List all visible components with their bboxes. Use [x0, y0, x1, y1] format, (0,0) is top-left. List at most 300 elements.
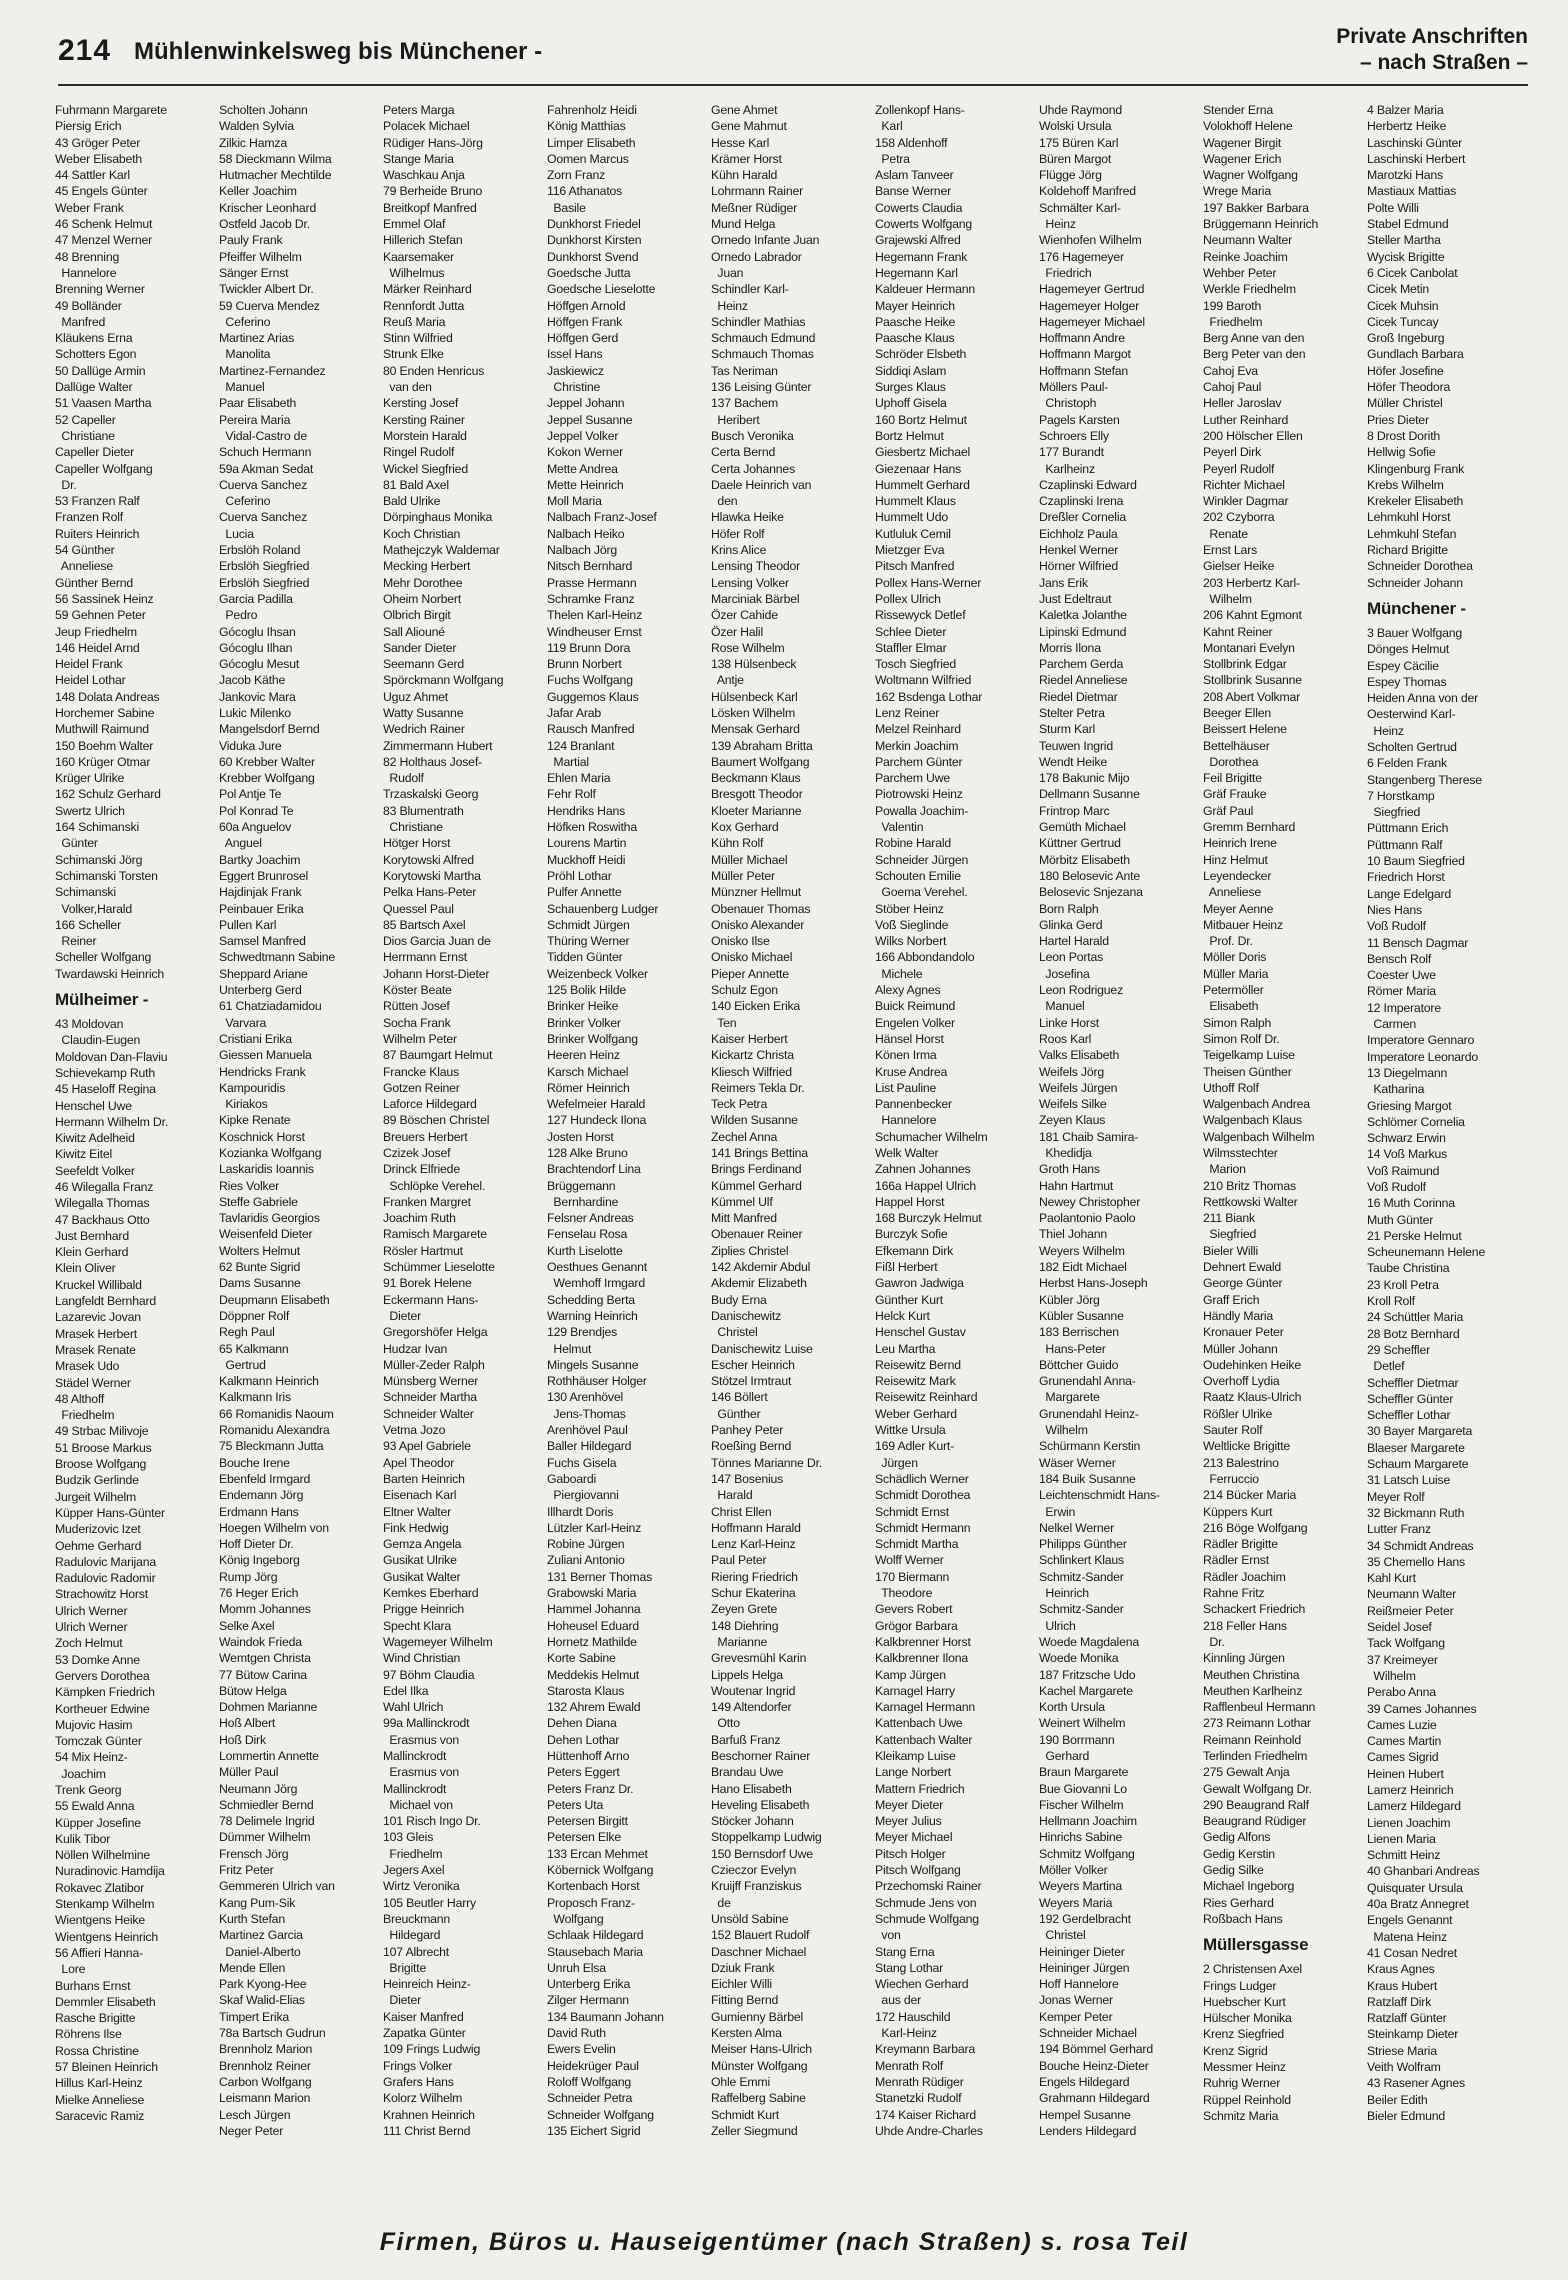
resident-entry: Baumert Wolfgang [711, 754, 810, 769]
resident-entry: Stanetzki Rudolf [875, 2091, 962, 2106]
resident-entry: Karl-Heinz [875, 2026, 937, 2041]
resident-entry: Krenz Siegfried [1203, 2027, 1285, 2042]
resident-entry: Ruhrig Werner [1203, 2076, 1281, 2091]
resident-entry: Wahl Ulrich [383, 1700, 444, 1715]
resident-entry: 53 Franzen Ralf [55, 494, 140, 509]
resident-entry: Stötzel Irmtraut [711, 1374, 792, 1389]
resident-entry: Lenders Hildegard [1039, 2123, 1137, 2138]
resident-entry: Pfeiffer Wilhelm [219, 249, 302, 264]
resident-entry: Münster Wolfgang [711, 2058, 808, 2073]
resident-entry: Kang Pum-Sik [219, 1895, 296, 1910]
resident-entry: Schmidt Jürgen [547, 917, 630, 932]
resident-entry: Peters Marga [383, 103, 455, 117]
resident-entry: Weisenfeld Dieter [219, 1227, 313, 1242]
resident-entry: Roloff Wolfgang [547, 2074, 632, 2089]
resident-entry: Pröhl Lothar [547, 868, 612, 883]
resident-entry: Olbrich Birgit [383, 608, 451, 623]
resident-entry: Schädlich Werner [875, 1471, 969, 1486]
resident-entry: Schuch Hermann [219, 445, 312, 460]
resident-entry: Scheunemann Helene [1367, 1245, 1486, 1260]
resident-entry: Johann Horst-Dieter [383, 966, 490, 981]
resident-entry: 28 Botz Bernhard [1367, 1326, 1460, 1341]
resident-entry: Hoffmann Harald [711, 1520, 801, 1535]
resident-entry: Lenz Reiner [875, 705, 940, 720]
resident-entry: Lipinski Edmund [1039, 624, 1127, 639]
resident-entry: Lensing Volker [711, 575, 789, 590]
resident-entry: Lommertin Annette [219, 1748, 319, 1763]
resident-entry: Kattenbach Walter [875, 1732, 973, 1747]
resident-entry: Hülsenbeck Karl [711, 689, 798, 704]
resident-entry: Pol Antje Te [219, 787, 282, 802]
resident-entry: Dreßler Cornelia [1039, 510, 1127, 525]
resident-entry: Limper Elisabeth [547, 135, 636, 150]
resident-entry: Muthwill Raimund [55, 722, 149, 737]
resident-entry: Juan [711, 265, 744, 280]
resident-entry: Capeller Dieter [55, 445, 135, 460]
resident-entry: Hillerich Stefan [383, 233, 463, 248]
resident-entry: Czieczor Evelyn [711, 1863, 797, 1878]
resident-entry: Hudzar Ivan [383, 1341, 448, 1356]
resident-entry: Petermöller [1203, 983, 1264, 998]
resident-entry: Nalbach Heiko [547, 526, 625, 541]
resident-entry: Mallinckrodt [383, 1748, 447, 1763]
resident-entry: Hesse Karl [711, 135, 770, 150]
resident-entry: Mrasek Herbert [55, 1326, 137, 1341]
resident-entry: Grajewski Alfred [875, 233, 961, 248]
resident-entry: 46 Wilegalla Franz [55, 1180, 154, 1194]
resident-entry: Hillus Karl-Heinz [55, 2076, 143, 2091]
resident-entry: 43 Rasener Agnes [1367, 2076, 1465, 2091]
resident-entry: Erbslöh Roland [219, 543, 301, 558]
resident-entry: Fißl Herbert [875, 1260, 938, 1275]
resident-entry: Engels Genannt [1367, 1913, 1453, 1928]
resident-entry: Özer Halil [711, 624, 763, 639]
resident-entry: Özer Cahide [711, 608, 778, 623]
directory-column [1039, 102, 1197, 2212]
resident-entry: Banse Werner [875, 184, 951, 199]
resident-entry: Overhoff Lydia [1203, 1374, 1280, 1389]
resident-entry: Küpper Hans-Günter [55, 1505, 165, 1520]
resident-entry: Schroers Elly [1039, 428, 1109, 443]
resident-entry: Uhde Andre-Charles [875, 2123, 983, 2138]
resident-entry: Neumann Walter [1367, 1587, 1457, 1602]
resident-entry: Dallüge Walter [55, 380, 133, 395]
resident-entry: 39 Cames Johannes [1367, 1701, 1477, 1716]
resident-entry: Raffelberg Sabine [711, 2091, 806, 2106]
resident-entry: Gervers Dorothea [55, 1668, 150, 1683]
resident-entry: Francke Klaus [383, 1064, 459, 1079]
resident-entry: Goedsche Lieselotte [547, 282, 656, 297]
resident-entry: Moldovan Dan-Flaviu [55, 1049, 168, 1064]
resident-entry: Neumann Walter [1203, 233, 1293, 248]
resident-entry: Staffler Elmar [875, 640, 947, 655]
resident-entry: Christiane [383, 820, 443, 835]
resident-entry: Brüggemann [547, 1178, 616, 1193]
resident-entry: 54 Mix Heinz- [55, 1750, 128, 1765]
resident-entry: Schmitz Wolfgang [1039, 1846, 1135, 1861]
resident-entry: Brenning Werner [55, 282, 145, 297]
resident-entry: Rettkowski Walter [1203, 1194, 1298, 1209]
resident-entry: Schlee Dieter [875, 624, 947, 639]
resident-entry: Joachim [55, 1766, 106, 1781]
resident-entry: Wientgens Heinrich [55, 1929, 159, 1944]
resident-entry: Burczyk Sofie [875, 1227, 948, 1242]
resident-entry: 180 Belosevic Ante [1039, 868, 1140, 883]
resident-entry: 99a Mallinckrodt [383, 1716, 470, 1731]
resident-entry: 182 Eidt Michael [1039, 1260, 1127, 1275]
resident-entry: Tönnes Marianne Dr. [711, 1455, 823, 1470]
resident-entry: Marianne [711, 1634, 768, 1649]
resident-entry: Daschner Michael [711, 1944, 807, 1959]
resident-entry: Weinert Wilhelm [1039, 1716, 1126, 1731]
resident-entry: Pereira Maria [219, 412, 291, 427]
section-title [1336, 24, 1528, 76]
resident-entry: Weber Gerhard [875, 1406, 957, 1421]
resident-entry: Valks Elisabeth [1039, 1048, 1120, 1063]
resident-entry: Jeppel Susanne [547, 412, 633, 427]
resident-entry: Rump Jörg [219, 1569, 278, 1584]
resident-entry: Müller Christel [1367, 396, 1443, 411]
resident-entry: Stelter Petra [1039, 705, 1105, 720]
resident-entry: Danischewitz [711, 1308, 782, 1323]
resident-entry: Römer Maria [1367, 984, 1436, 999]
resident-entry: Eggert Brunrosel [219, 868, 309, 883]
resident-entry: Kruckel Willibald [55, 1277, 142, 1292]
resident-entry: Cuerva Sanchez [219, 477, 308, 492]
resident-entry: Kox Gerhard [711, 820, 779, 835]
resident-entry: Groth Hans [1039, 1162, 1100, 1177]
resident-entry: Hummelt Klaus [875, 494, 956, 509]
resident-entry: Manolita [219, 347, 271, 362]
resident-entry: 48 Brenning [55, 249, 120, 264]
resident-entry: Meiser Hans-Ulrich [711, 2042, 812, 2057]
resident-entry: Hoegen Wilhelm von [219, 1520, 329, 1535]
resident-entry: Mensak Gerhard [711, 722, 800, 737]
resident-entry: List Pauline [875, 1080, 937, 1095]
resident-entry: 208 Abert Volkmar [1203, 689, 1301, 704]
directory-column [55, 102, 213, 2212]
resident-entry: Timpert Erika [219, 2009, 290, 2024]
resident-entry: Unsöld Sabine [711, 1911, 789, 1926]
resident-entry: Leon Portas [1039, 950, 1104, 965]
resident-entry: Langfeldt Bernhard [55, 1294, 157, 1309]
resident-entry: Kümmel Ulf [711, 1194, 773, 1209]
resident-entry: Woede Magdalena [1039, 1634, 1140, 1649]
resident-entry: Cahoj Paul [1203, 380, 1262, 395]
resident-entry: Griesing Margot [1367, 1098, 1452, 1113]
resident-entry: Laskaridis Ioannis [219, 1162, 314, 1177]
resident-entry: Certa Johannes [711, 461, 796, 476]
resident-entry: Heinz [1039, 217, 1076, 232]
resident-entry: Manuel [219, 380, 265, 395]
resident-entry: Hötger Horst [383, 836, 451, 851]
resident-entry: Köbernick Wolfgang [547, 1863, 654, 1878]
resident-entry: Schneider Michael [1039, 2026, 1137, 2041]
resident-entry: 137 Bachem [711, 396, 779, 411]
resident-entry: Hagemeyer Michael [1039, 314, 1145, 329]
resident-entry: Korytowski Alfred [383, 852, 474, 867]
resident-entry: Kübler Jörg [1039, 1292, 1100, 1307]
resident-entry: Beaugrand Rüdiger [1203, 1814, 1307, 1829]
resident-entry: Mangelsdorf Bernd [219, 722, 320, 737]
resident-entry: Gócoglu Ilhan [219, 640, 293, 655]
resident-entry: Anguel [219, 836, 262, 851]
resident-entry: Riedel Anneliese [1039, 673, 1128, 688]
resident-entry: Tidden Günter [547, 950, 623, 965]
resident-entry: Hutmacher Mechtilde [219, 168, 332, 183]
resident-entry: 51 Broose Markus [55, 1440, 152, 1455]
resident-entry: Siegfried [1203, 1227, 1257, 1242]
resident-entry: 49 Strbac Milivoje [55, 1424, 149, 1439]
resident-entry: Oudehinken Heike [1203, 1357, 1301, 1372]
resident-entry: Leismann Marion [219, 2091, 311, 2106]
resident-entry: 2 Christensen Axel [1203, 1962, 1302, 1977]
resident-entry: Schneider Johann [1367, 575, 1463, 590]
resident-entry: Schmitz Maria [1203, 2108, 1279, 2123]
resident-entry: Oesthues Genannt [547, 1260, 648, 1275]
resident-entry: Mrasek Udo [55, 1359, 120, 1374]
resident-entry: Fehr Rolf [547, 787, 596, 802]
resident-entry: Kalkmann Heinrich [219, 1374, 319, 1389]
resident-entry: Feil Brigitte [1203, 771, 1262, 786]
resident-entry: 91 Borek Helene [383, 1276, 472, 1291]
resident-entry: Schröder Elsbeth [875, 347, 967, 362]
resident-entry: Powalla Joachim- [875, 803, 969, 818]
resident-entry: Michael von [383, 1797, 453, 1812]
resident-entry: Weyers Maria [1039, 1895, 1113, 1910]
resident-entry: Giezenaar Hans [875, 461, 962, 476]
resident-entry: Hoff Dieter Dr. [219, 1537, 294, 1552]
resident-entry: Meyer Aenne [1203, 901, 1274, 916]
resident-entry: Erbslöh Siegfried [219, 559, 310, 574]
resident-entry: Hlawka Heike [711, 510, 784, 525]
resident-entry: Franzen Rolf [55, 510, 123, 525]
resident-entry: Warning Heinrich [547, 1308, 638, 1323]
resident-entry: Socha Frank [383, 1015, 451, 1030]
resident-entry: Carmen [1367, 1017, 1416, 1032]
resident-entry: Bue Giovanni Lo [1039, 1781, 1127, 1796]
resident-entry: Reimann Reinhold [1203, 1732, 1301, 1747]
resident-entry: Kalkbrenner Horst [875, 1634, 971, 1649]
resident-entry: Gócoglu Ihsan [219, 624, 296, 639]
resident-entry: Schlömer Cornelia [1367, 1114, 1465, 1129]
resident-entry: Schievekamp Ruth [55, 1065, 156, 1080]
resident-entry: 62 Bunte Sigrid [219, 1260, 301, 1275]
resident-entry: 59 Gehnen Peter [55, 608, 146, 623]
resident-entry: Thiel Johann [1039, 1227, 1108, 1242]
resident-entry: Siegfried [1367, 805, 1421, 820]
resident-entry: Meßner Rüdiger [711, 200, 798, 215]
resident-entry: Laschinski Günter [1367, 135, 1463, 150]
resident-entry: 111 Christ Bernd [383, 2123, 471, 2138]
resident-entry: Grevesmühl Karin [711, 1651, 807, 1666]
resident-entry: Schimanski [55, 885, 116, 900]
resident-entry: Pelka Hans-Peter [383, 885, 477, 900]
resident-entry: Budzik Gerlinde [55, 1473, 139, 1488]
resident-entry: Rothhäuser Holger [547, 1374, 647, 1389]
resident-entry: Matena Heinz [1367, 1929, 1447, 1944]
resident-entry: Ostfeld Jacob Dr. [219, 217, 310, 232]
resident-entry: Paasche Klaus [875, 331, 955, 346]
resident-entry: Frings Ludger [1203, 1978, 1277, 1993]
resident-entry: Henschel Uwe [55, 1098, 132, 1113]
resident-entry: Kläukens Erna [55, 331, 133, 346]
resident-entry: 12 Imperatore [1367, 1000, 1441, 1015]
resident-entry: Klingenburg Frank [1367, 461, 1465, 476]
resident-entry: Fenselau Rosa [547, 1227, 628, 1242]
resident-entry: 184 Buik Susanne [1039, 1471, 1136, 1486]
resident-entry: Lourens Martin [547, 836, 627, 851]
resident-entry: Ramisch Margarete [383, 1227, 487, 1242]
resident-entry: Pries Dieter [1367, 412, 1429, 427]
resident-entry: Kersting Rainer [383, 412, 465, 427]
resident-entry: Fitting Bernd [711, 1993, 779, 2008]
resident-entry: Waschkau Anja [383, 168, 465, 183]
resident-entry: Stollbrink Susanne [1203, 673, 1302, 688]
resident-entry: Pullen Karl [219, 917, 277, 932]
resident-entry: Nalbach Franz-Josef [547, 510, 657, 525]
resident-entry: Heidekrüger Paul [547, 2058, 639, 2073]
resident-entry: Newey Christopher [1039, 1194, 1141, 1209]
resident-entry: Paul Peter [711, 1553, 767, 1568]
resident-entry: Cames Sigrid [1367, 1750, 1439, 1765]
resident-entry: Wycisk Brigitte [1367, 249, 1445, 264]
resident-entry: 31 Latsch Luise [1367, 1473, 1451, 1488]
resident-entry: Helmut [547, 1341, 592, 1356]
resident-entry: Panhey Peter [711, 1423, 784, 1438]
resident-entry: Stöber Heinz [875, 901, 944, 916]
resident-entry: Wilhelm [1367, 1668, 1416, 1683]
resident-entry: Apel Theodor [383, 1455, 455, 1470]
resident-entry: Hahn Hartmut [1039, 1178, 1114, 1193]
resident-entry: Ratzlaff Günter [1367, 2011, 1447, 2026]
resident-entry: 66 Romanidis Naoum [219, 1406, 334, 1421]
resident-entry: Dunkhorst Friedel [547, 217, 641, 232]
resident-entry: Lützler Karl-Heinz [547, 1520, 642, 1535]
resident-entry: Pitsch Holger [875, 1846, 946, 1861]
resident-entry: Erasmus von [383, 1732, 459, 1747]
resident-entry: Montanari Evelyn [1203, 640, 1295, 655]
resident-entry: Theisen Günther [1203, 1064, 1292, 1079]
resident-entry: 216 Böge Wolfgang [1203, 1520, 1308, 1535]
resident-entry: 160 Krüger Otmar [55, 754, 151, 769]
resident-entry: Stangenberg Therese [1367, 772, 1482, 787]
resident-entry: Wirtz Veronika [383, 1879, 460, 1894]
resident-entry: Gielser Heike [1203, 559, 1275, 574]
resident-entry: Bouche Heinz-Dieter [1039, 2058, 1149, 2073]
resident-entry: Hans-Peter [1039, 1341, 1106, 1356]
resident-entry: Gemza Angela [383, 1537, 462, 1552]
resident-entry: Hajdinjak Frank [219, 885, 302, 900]
resident-entry: Windheuser Ernst [547, 624, 642, 639]
resident-entry: Specht Klara [383, 1618, 452, 1633]
resident-entry: Seemann Gerd [383, 657, 464, 672]
resident-entry: Rennfordt Jutta [383, 298, 465, 313]
resident-entry: Jeppel Volker [547, 428, 619, 443]
resident-entry: 206 Kahnt Egmont [1203, 608, 1302, 623]
resident-entry: Paasche Heike [875, 314, 956, 329]
resident-entry: Polacek Michael [383, 119, 470, 134]
resident-entry: Carbon Wolfgang [219, 2074, 312, 2089]
resident-entry: Terlinden Friedhelm [1203, 1748, 1308, 1763]
resident-entry: Gevers Robert [875, 1602, 953, 1617]
resident-entry: Heinreich Heinz- [383, 1977, 471, 1992]
resident-entry: Gedig Silke [1203, 1863, 1264, 1878]
resident-entry: Wilhelm Peter [383, 1031, 457, 1046]
resident-entry: Möller Volker [1039, 1863, 1108, 1878]
resident-entry: Cristiani Erika [219, 1031, 292, 1046]
resident-entry: Strunk Elke [383, 347, 444, 362]
resident-entry: 127 Hundeck Ilona [547, 1113, 647, 1128]
resident-entry: Neger Peter [219, 2123, 284, 2138]
resident-entry: Friedhelm [55, 1408, 115, 1423]
resident-entry: Döppner Rolf [219, 1308, 290, 1323]
resident-entry: Lehmkuhl Horst [1367, 510, 1451, 525]
resident-entry: Daniel-Alberto [219, 1944, 301, 1959]
resident-entry: Günther Kurt [875, 1292, 944, 1307]
resident-entry: Mette Heinrich [547, 477, 624, 492]
resident-entry: Grunendahl Heinz- [1039, 1406, 1139, 1421]
resident-entry: Morstein Harald [383, 428, 467, 443]
resident-entry: Oheim Norbert [383, 591, 462, 606]
resident-entry: Spörckmann Wolfgang [383, 673, 504, 688]
resident-entry: Ehlen Maria [547, 771, 611, 786]
resident-entry: Ornedo Infante Juan [711, 233, 820, 248]
resident-entry: Wehber Peter [1203, 265, 1277, 280]
resident-entry: Quisquater Ursula [1367, 1880, 1463, 1895]
resident-entry: Krämer Horst [711, 151, 782, 166]
resident-entry: 87 Baumgart Helmut [383, 1048, 493, 1063]
resident-entry: Heveling Elisabeth [711, 1797, 810, 1812]
resident-entry: Dziuk Frank [711, 1960, 775, 1975]
resident-entry: Anneliese [1203, 885, 1261, 900]
resident-entry: Kliesch Wilfried [711, 1064, 792, 1079]
resident-entry: Varvara [219, 1015, 267, 1030]
resident-entry: 158 Aldenhoff [875, 135, 948, 150]
resident-entry: 21 Perske Helmut [1367, 1228, 1462, 1243]
resident-entry: 192 Gerdelbracht [1039, 1911, 1131, 1926]
resident-entry: Barfuß Franz [711, 1732, 781, 1747]
resident-entry: Muth Günter [1367, 1212, 1434, 1227]
resident-entry: Wendt Heike [1039, 754, 1107, 769]
resident-entry: Belosevic Snjezana [1039, 885, 1143, 900]
resident-entry: 78a Bartsch Gudrun [219, 2026, 326, 2041]
resident-entry: Hellwig Sofie [1367, 445, 1436, 460]
resident-entry: Unterberg Erika [547, 1977, 631, 1992]
street-heading: Müllersgasse [1203, 1935, 1309, 1955]
resident-entry: 200 Hölscher Ellen [1203, 428, 1303, 443]
resident-entry: Bald Ulrike [383, 494, 441, 509]
resident-entry: Theodore [875, 1586, 933, 1601]
resident-entry: Schneider Dorothea [1367, 559, 1473, 574]
resident-entry: Ebenfeld Irmgard [219, 1471, 311, 1486]
resident-entry: Gemmeren Ulrich van [219, 1879, 335, 1894]
resident-entry: Obenauer Reiner [711, 1227, 803, 1242]
resident-entry: Jonas Werner [1039, 1993, 1113, 2008]
resident-entry: Münzner Hellmut [711, 885, 801, 900]
resident-entry: Weifels Silke [1039, 1097, 1107, 1112]
resident-entry: Fink Hedwig [383, 1520, 449, 1535]
resident-entry: Hano Elisabeth [711, 1781, 792, 1796]
resident-entry: Bernhardine [547, 1194, 619, 1209]
resident-entry: 116 Athanatos [547, 184, 623, 199]
resident-entry: Hoffmann Andre [1039, 331, 1125, 346]
resident-entry: Berg Peter van den [1203, 347, 1306, 362]
resident-entry: Herbertz Heike [1367, 119, 1447, 134]
resident-entry: Gräf Paul [1203, 803, 1254, 818]
resident-entry: Wittke Ursula [875, 1423, 946, 1438]
resident-entry: Herrmann Ernst [383, 950, 467, 965]
